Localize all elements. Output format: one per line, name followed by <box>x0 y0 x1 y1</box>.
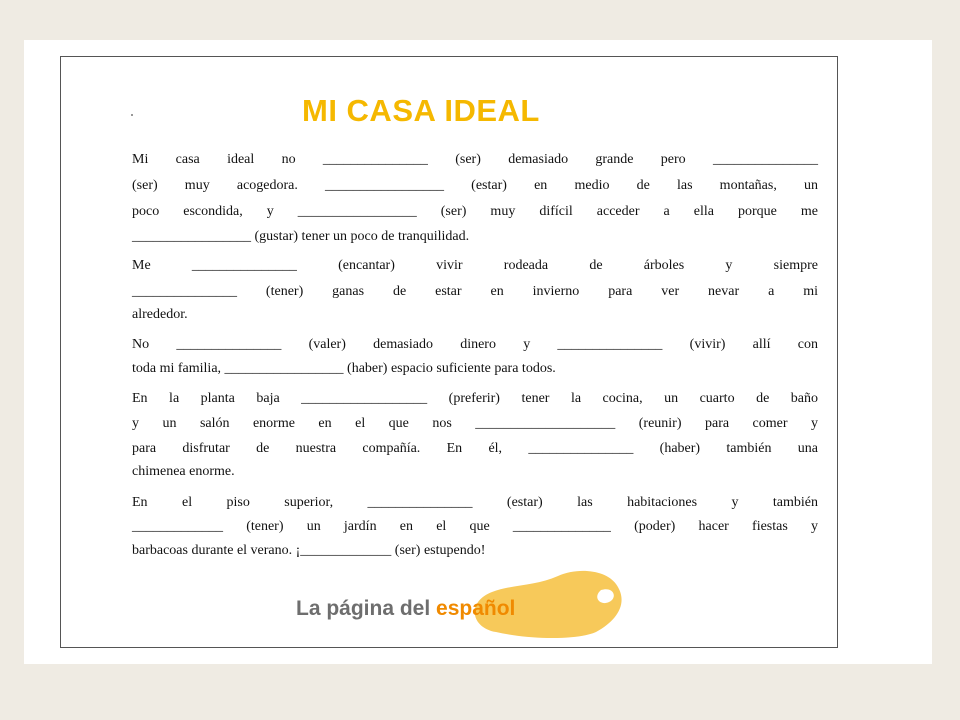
paragraph-line: toda mi familia, _________________ (haber) espacio suficiente para todos. <box>132 361 556 376</box>
paragraph-line: En el piso superior, _______________ (estar) las habitaciones y también <box>132 495 818 510</box>
paragraph-line: No _______________ (valer) demasiado dinero y _______________ (vivir) allí con <box>132 337 818 352</box>
paragraph-line: poco escondida, y _________________ (ser) muy difícil acceder a ella porque me <box>132 204 818 219</box>
paragraph-line: barbacoas durante el verano. ¡_____________ (ser) estupendo! <box>132 543 486 558</box>
paragraph-line: _____________ (tener) un jardín en el que ______________ (poder) hacer fiestas y <box>132 519 818 534</box>
worksheet-title: MI CASA IDEAL <box>302 93 540 128</box>
paragraph-line: En la planta baja __________________ (preferir) tener la cocina, un cuarto de baño <box>132 391 818 406</box>
stray-dot <box>131 114 133 116</box>
paragraph-line: Me _______________ (encantar) vivir rodeada de árboles y siempre <box>132 258 818 273</box>
la-pagina-del-espanol-logo <box>296 562 646 642</box>
paragraph-line: y un salón enorme en el que nos ____________________ (reunir) para comer y <box>132 416 818 431</box>
logo-text <box>296 596 515 622</box>
paragraph-line: (ser) muy acogedora. _________________ (estar) en medio de las montañas, un <box>132 178 818 193</box>
paragraph-line: Mi casa ideal no _______________ (ser) demasiado grande pero _______________ <box>132 152 818 167</box>
logo-text-part2: español <box>436 597 516 620</box>
paragraph-line: _______________ (tener) ganas de estar en invierno para ver nevar a mi <box>132 284 818 299</box>
paragraph-line: chimenea enorme. <box>132 464 235 479</box>
paragraph-line: alrededor. <box>132 307 188 322</box>
paragraph-line: para disfrutar de nuestra compañía. En él, _______________ (haber) también una <box>132 441 818 456</box>
paragraph-line: _________________ (gustar) tener un poco de tranquilidad. <box>132 229 470 244</box>
logo-text-part1: La página del <box>296 597 437 620</box>
